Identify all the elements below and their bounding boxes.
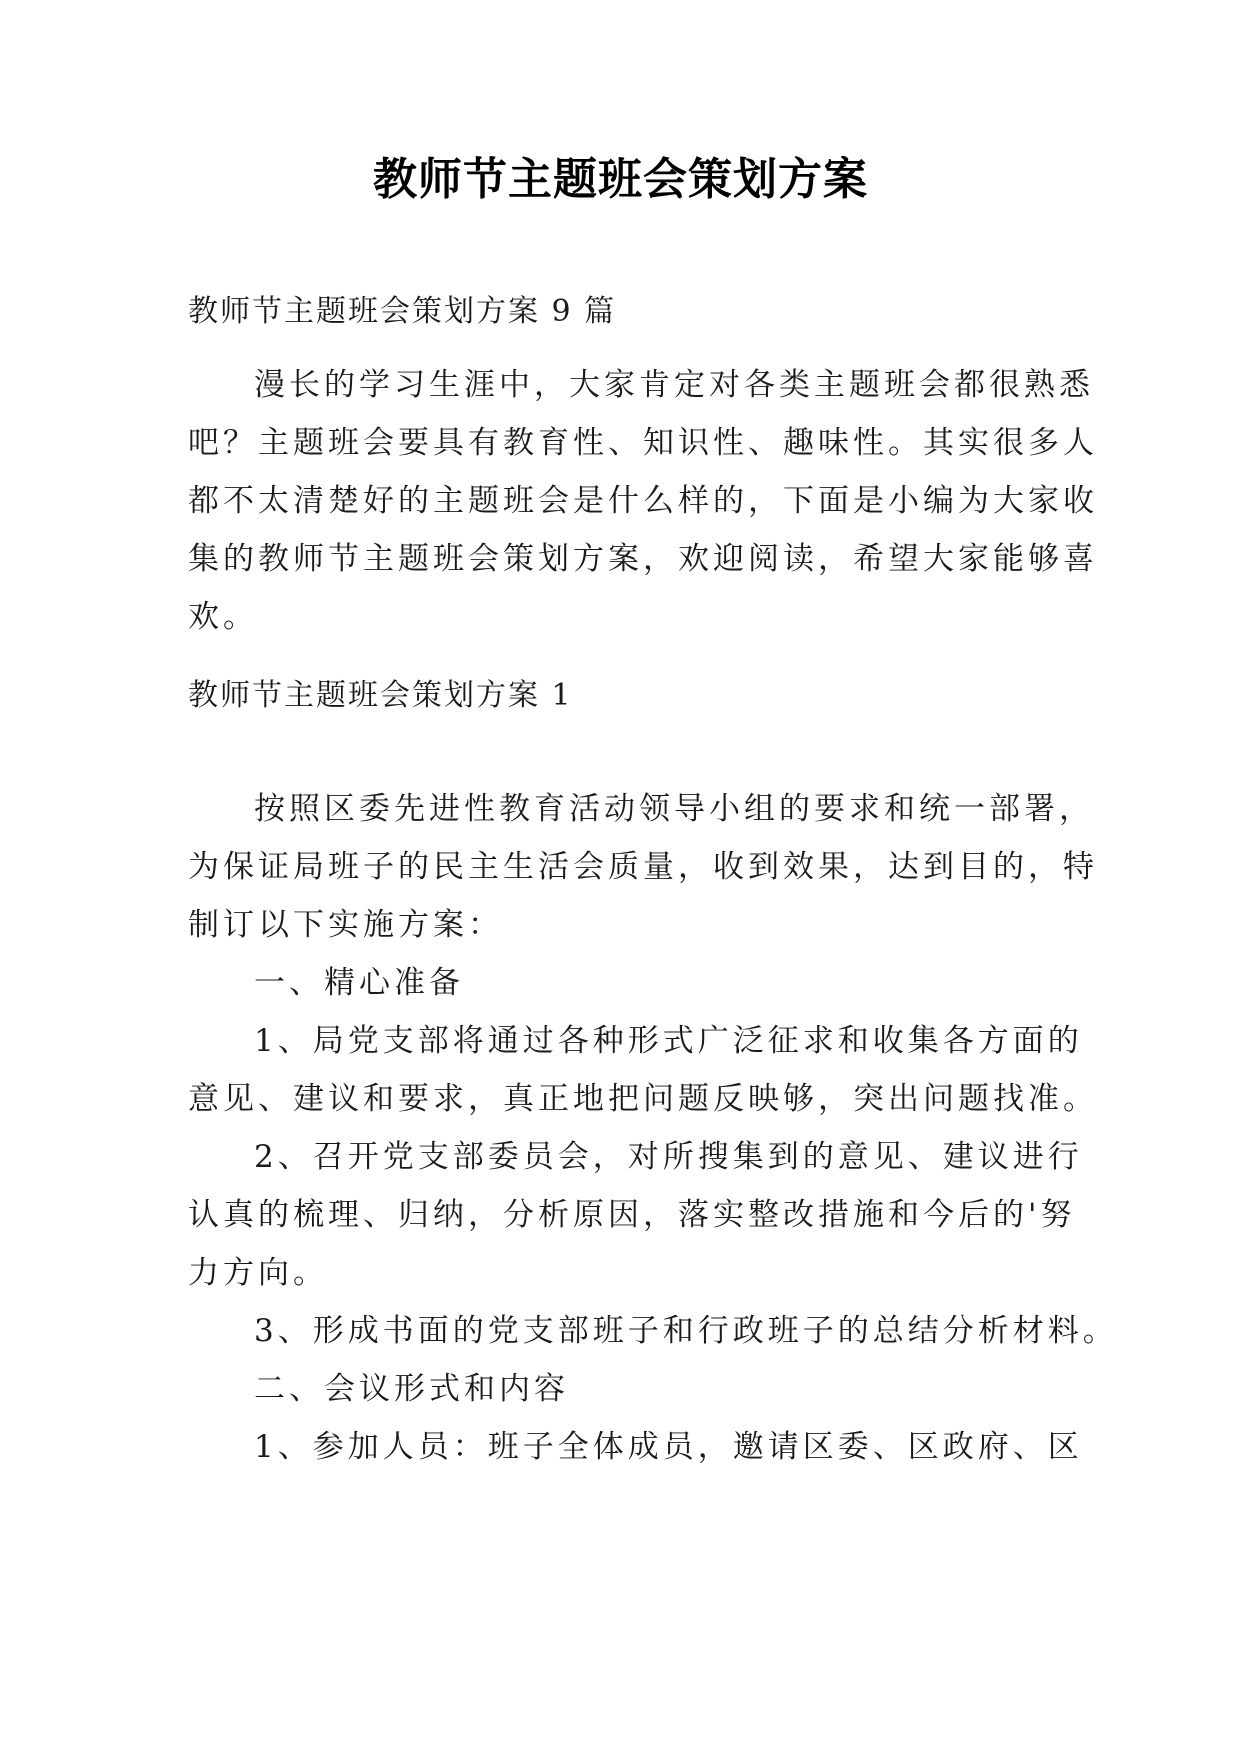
intro-line: 吧？主题班会要具有教育性、知识性、趣味性。其实很多人 [188, 425, 1098, 461]
body-line: 力方向。 [188, 1255, 328, 1291]
body-line: 一、精心准备 [254, 965, 464, 1001]
body-line: 认真的梳理、归纳，分析原因，落实整改措施和今后的'努 [188, 1197, 1076, 1233]
document-title: 教师节主题班会策划方案 [373, 154, 868, 205]
intro-line: 都不太清楚好的主题班会是什么样的，下面是小编为大家收 [188, 483, 1098, 519]
document-subtitle: 教师节主题班会策划方案 9 篇 [188, 294, 617, 329]
intro-line: 集的教师节主题班会策划方案，欢迎阅读，希望大家能够喜 [188, 541, 1098, 577]
body-line: 为保证局班子的民主生活会质量，收到效果，达到目的，特 [188, 849, 1098, 885]
intro-line: 欢。 [188, 599, 258, 635]
body-line: 制订以下实施方案： [188, 907, 503, 943]
intro-paragraph [188, 356, 1098, 646]
body-line: 按照区委先进性教育活动领导小组的要求和统一部署， [254, 791, 1094, 827]
body-line: 意见、建议和要求，真正地把问题反映够，突出问题找准。 [188, 1081, 1098, 1117]
body-line: 1、局党支部将通过各种形式广泛征求和收集各方面的 [254, 1023, 1083, 1059]
body-line: 2、召开党支部委员会，对所搜集到的意见、建议进行 [254, 1139, 1083, 1175]
body-line: 3、形成书面的党支部班子和行政班子的总结分析材料。 [254, 1313, 1118, 1349]
body-line: 二、会议形式和内容 [254, 1371, 569, 1407]
body-paragraphs [188, 780, 1118, 1476]
body-line: 1、参加人员：班子全体成员，邀请区委、区政府、区 [254, 1429, 1083, 1465]
intro-line: 漫长的学习生涯中，大家肯定对各类主题班会都很熟悉 [254, 367, 1094, 403]
section-heading: 教师节主题班会策划方案 1 [188, 678, 573, 713]
